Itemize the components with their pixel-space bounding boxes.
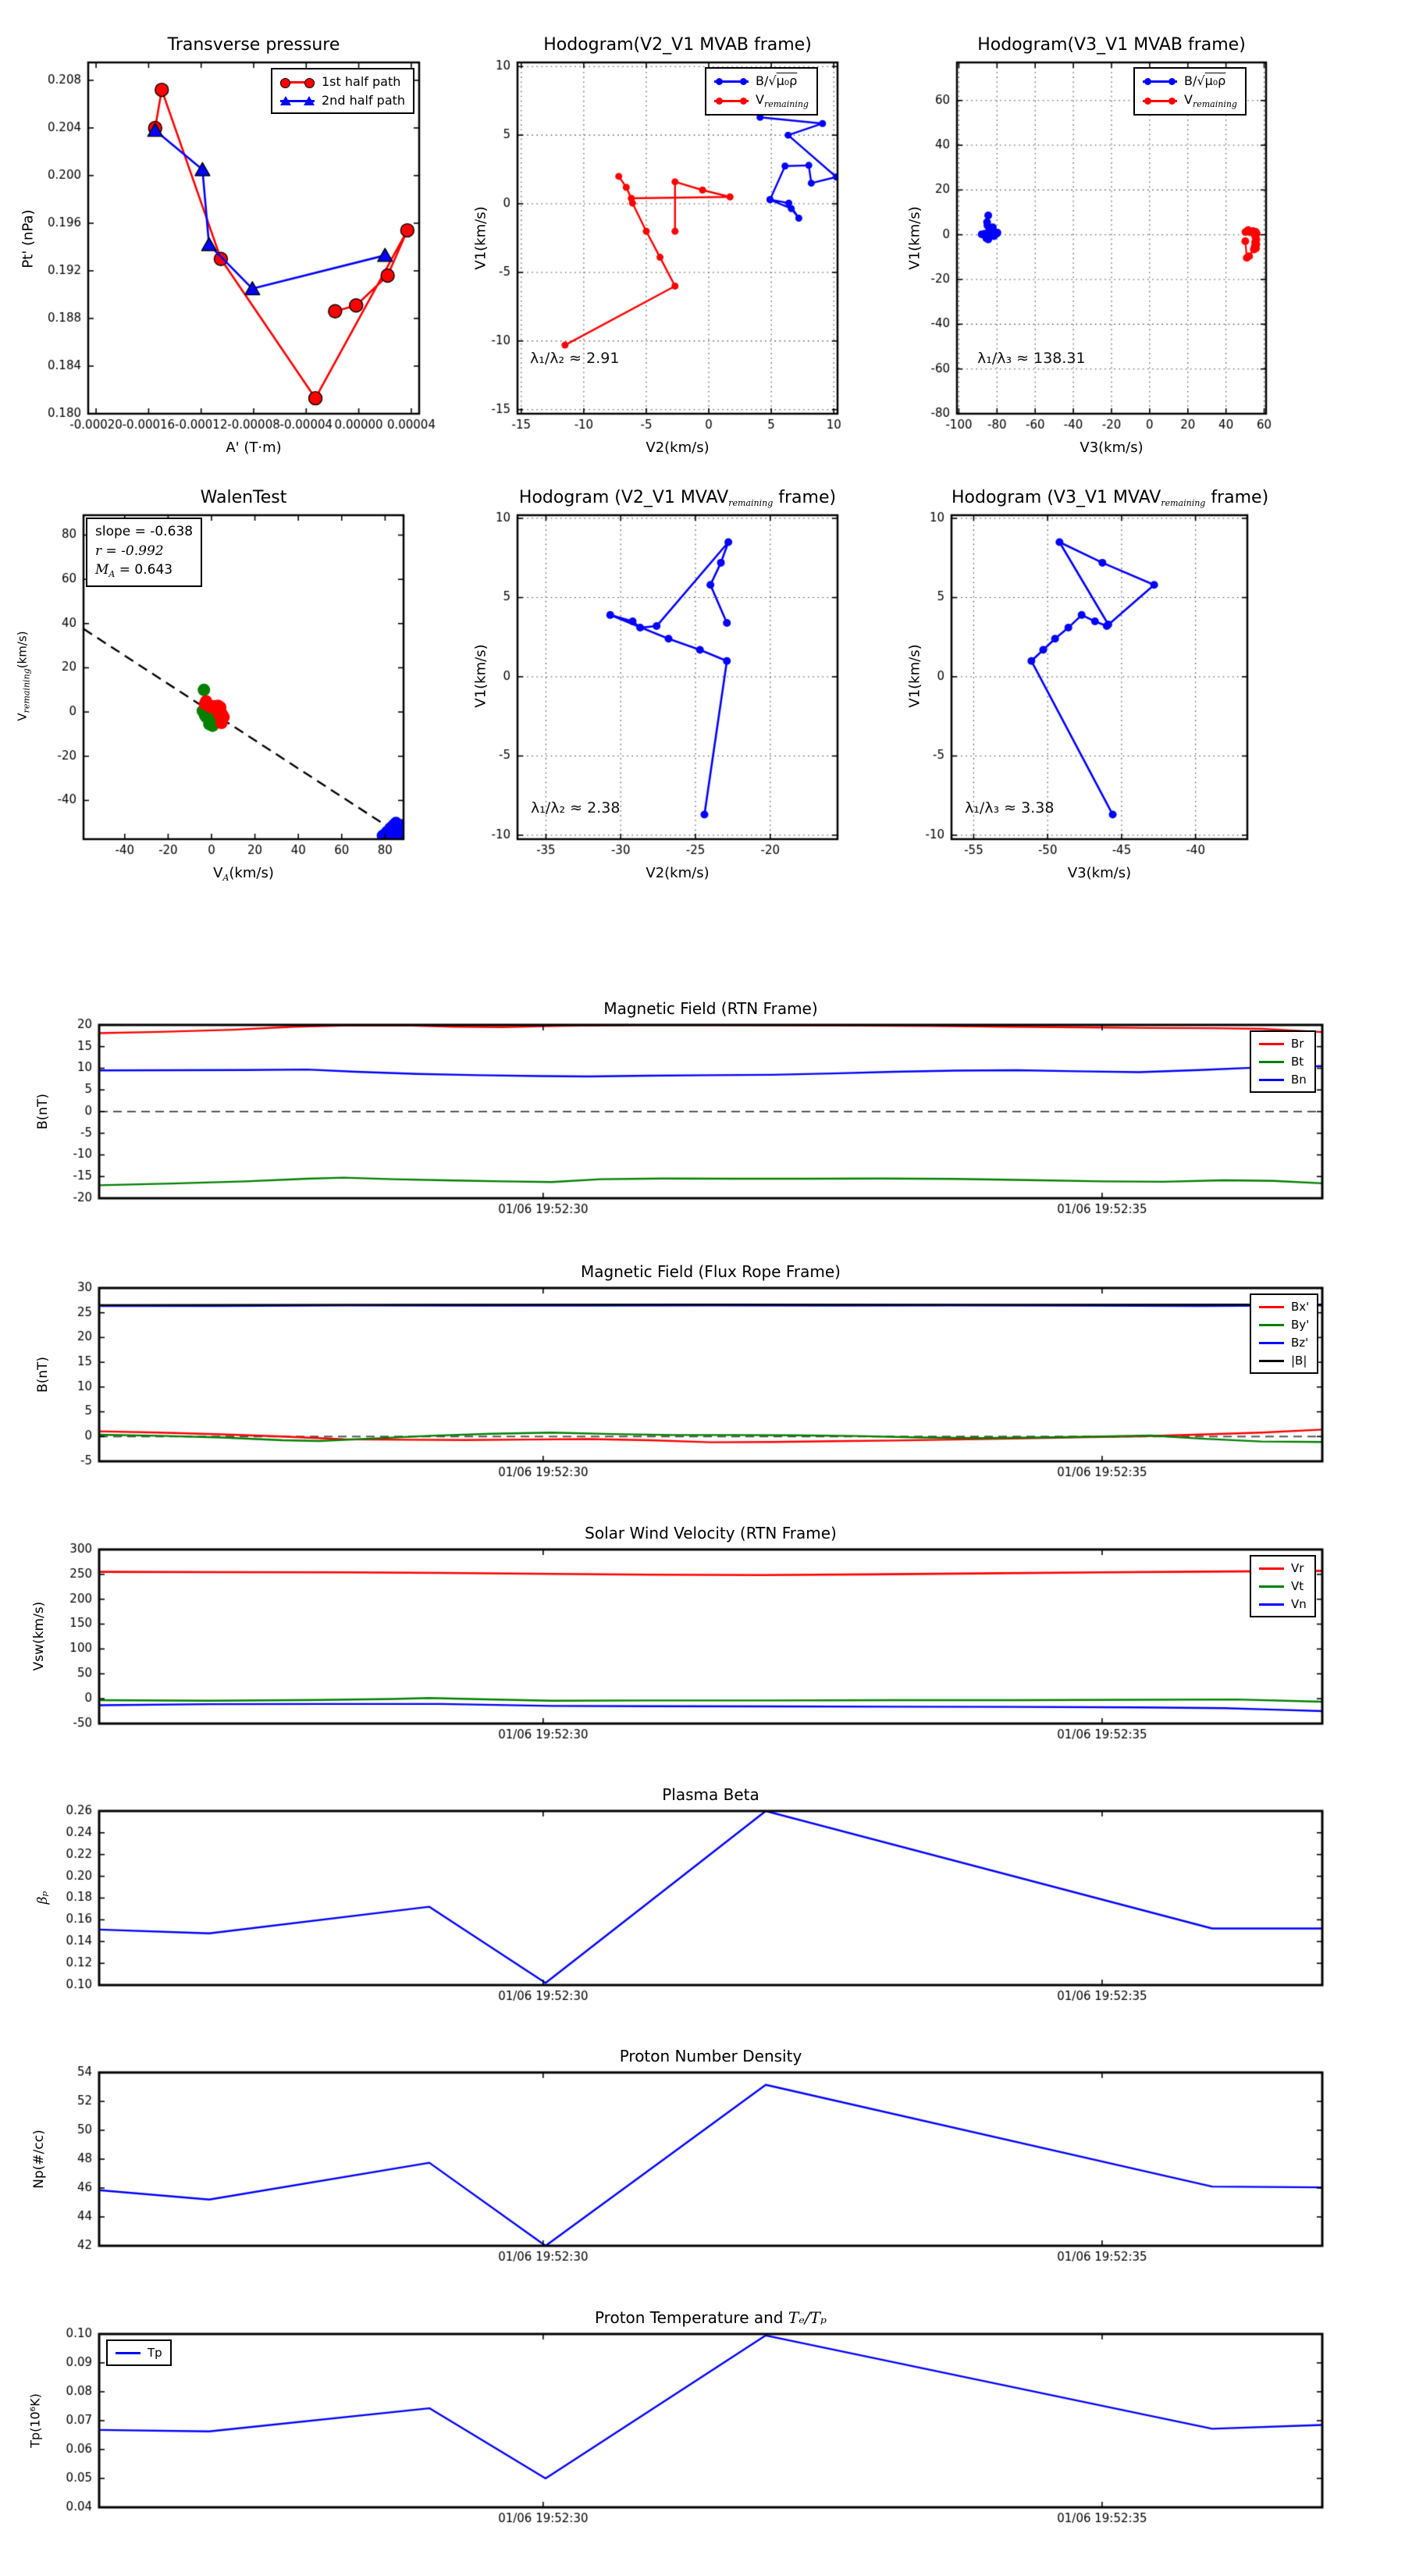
red-line-icon [1259, 1039, 1284, 1048]
legend-label: Bt [1291, 1055, 1304, 1069]
y-axis-label: Tp(10⁶K) [27, 2393, 43, 2448]
blue-line-icon [1259, 1599, 1284, 1609]
y-axis-label: Pt' (nPa) [20, 209, 37, 269]
legend-label: Tp [148, 2346, 162, 2360]
mach-number-value: $M_A = 0.643$ [95, 562, 173, 580]
legend-label: Bz' [1291, 1336, 1309, 1350]
y-axis-label: V1(km/s) [906, 206, 923, 270]
legend-label: 1st half path [322, 74, 401, 89]
legend-item [714, 73, 809, 88]
legend-item [1259, 1055, 1307, 1069]
chart-title-hodogram-v3v1-mvav: Hodogram (V3_V1 $MVAV_{remaining}$ frame) [951, 488, 1269, 508]
lambda-ratio-annotation: λ₁/λ₃ ≈ 3.38 [965, 799, 1055, 817]
red-dot-line-icon [714, 95, 749, 106]
green-line-icon [1259, 1057, 1284, 1066]
legend-item [1259, 1073, 1307, 1087]
chart-title-proton-density: Proton Number Density [619, 2047, 802, 2065]
legend-item [1259, 1037, 1307, 1051]
legend-item [1259, 1579, 1307, 1593]
legend-label: $V_{remaining}$ [1184, 92, 1237, 109]
legend-label: B/√μ₀ρ [1184, 73, 1226, 88]
blue-line-icon [1259, 1075, 1284, 1084]
red-circle-line-icon [280, 76, 315, 87]
legend-item [280, 93, 405, 108]
legend-label: Br [1291, 1037, 1304, 1051]
y-axis-label: V1(km/s) [906, 644, 923, 708]
legend-item [1259, 1561, 1307, 1575]
blue-triangle-line-icon [280, 95, 315, 106]
chart-title-walen-test: WalenTest [200, 488, 287, 507]
x-axis-label: V2(km/s) [646, 439, 710, 456]
lambda-ratio-annotation: λ₁/λ₃ ≈ 138.31 [977, 350, 1086, 367]
black-line-icon [1259, 1356, 1284, 1365]
y-axis-label: Vsw(km/s) [31, 1601, 47, 1671]
legend-item [714, 92, 809, 109]
legend-hodogram-v3v1-mvab [1133, 67, 1247, 116]
legend-item [1143, 73, 1237, 88]
chart-title-hodogram-v3v1-mvab: Hodogram(V3_V1 MVAB frame) [977, 35, 1246, 55]
legend-label: Vt [1291, 1579, 1304, 1593]
walen-stats-box [86, 518, 202, 587]
legend-transverse-pressure [271, 68, 414, 114]
legend-item [1259, 1300, 1309, 1314]
red-line-icon [1259, 1564, 1284, 1573]
correlation-value: r = -0.992 [95, 543, 164, 559]
x-axis-label: V3(km/s) [1080, 439, 1144, 456]
legend-flux-rope [1250, 1293, 1318, 1374]
legend-item [1259, 1318, 1309, 1332]
legend-label: 2nd half path [322, 93, 406, 108]
y-axis-label: B(nT) [35, 1093, 51, 1130]
legend-velocity [1250, 1555, 1316, 1617]
chart-title-transverse-pressure: Transverse pressure [167, 35, 340, 55]
blue-line-icon [116, 2348, 140, 2357]
y-axis-label: V1(km/s) [472, 644, 489, 708]
legend-label: $V_{remaining}$ [756, 92, 809, 109]
y-axis-label: $V_{remaining}(km/s)$ [15, 631, 32, 721]
red-line-icon [1259, 1302, 1284, 1311]
x-axis-label: $V_A(km/s)$ [213, 865, 274, 883]
legend-label: By' [1291, 1318, 1310, 1332]
lambda-ratio-annotation: λ₁/λ₂ ≈ 2.91 [530, 350, 620, 367]
legend-label: B/√μ₀ρ [756, 73, 798, 88]
legend-hodogram-v2v1-mvab [705, 67, 818, 116]
legend-item [1143, 92, 1237, 109]
blue-line-icon [1259, 1338, 1284, 1347]
y-axis-label: Np(#/cc) [31, 2129, 47, 2189]
legend-proton-temperature [106, 2339, 172, 2366]
legend-label: Vr [1291, 1561, 1304, 1575]
chart-title-plasma-beta: Plasma Beta [662, 1785, 759, 1804]
slope-value: slope = -0.638 [95, 524, 194, 539]
chart-title-proton-temperature: Proton Temperature and Tₑ/Tₚ [594, 2308, 827, 2327]
legend-item [1259, 1354, 1309, 1368]
lambda-ratio-annotation: λ₁/λ₂ ≈ 2.38 [531, 799, 621, 817]
x-axis-label: V3(km/s) [1067, 865, 1132, 881]
legend-label: Bn [1291, 1073, 1307, 1087]
blue-dot-line-icon [714, 76, 749, 87]
red-dot-line-icon [1143, 95, 1177, 106]
legend-label: Vn [1291, 1597, 1307, 1611]
legend-item [1259, 1597, 1307, 1611]
x-axis-label: V2(km/s) [646, 865, 710, 881]
legend-label: |B| [1291, 1354, 1307, 1368]
chart-title-magnetic-rtn: Magnetic Field (RTN Frame) [603, 999, 818, 1018]
chart-title-hodogram-v2v1-mvav: Hodogram (V2_V1 $MVAV_{remaining}$ frame) [518, 488, 837, 508]
legend-item [1259, 1336, 1309, 1350]
green-line-icon [1259, 1320, 1284, 1329]
y-axis-label: V1(km/s) [472, 206, 489, 270]
y-axis-label: B(nT) [35, 1356, 51, 1393]
chart-title-flux-rope: Magnetic Field (Flux Rope Frame) [581, 1262, 841, 1281]
blue-dot-line-icon [1143, 76, 1177, 87]
green-line-icon [1259, 1582, 1284, 1591]
legend-magnetic-rtn [1250, 1030, 1316, 1093]
x-axis-label: A' (T·m) [226, 439, 282, 456]
chart-title-hodogram-v2v1-mvab: Hodogram(V2_V1 MVAB frame) [543, 35, 812, 55]
chart-title-velocity: Solar Wind Velocity (RTN Frame) [585, 1524, 837, 1542]
legend-item [280, 74, 405, 89]
y-axis-label: βₚ [35, 1891, 51, 1905]
legend-item [116, 2346, 162, 2360]
legend-label: Bx' [1291, 1300, 1310, 1314]
